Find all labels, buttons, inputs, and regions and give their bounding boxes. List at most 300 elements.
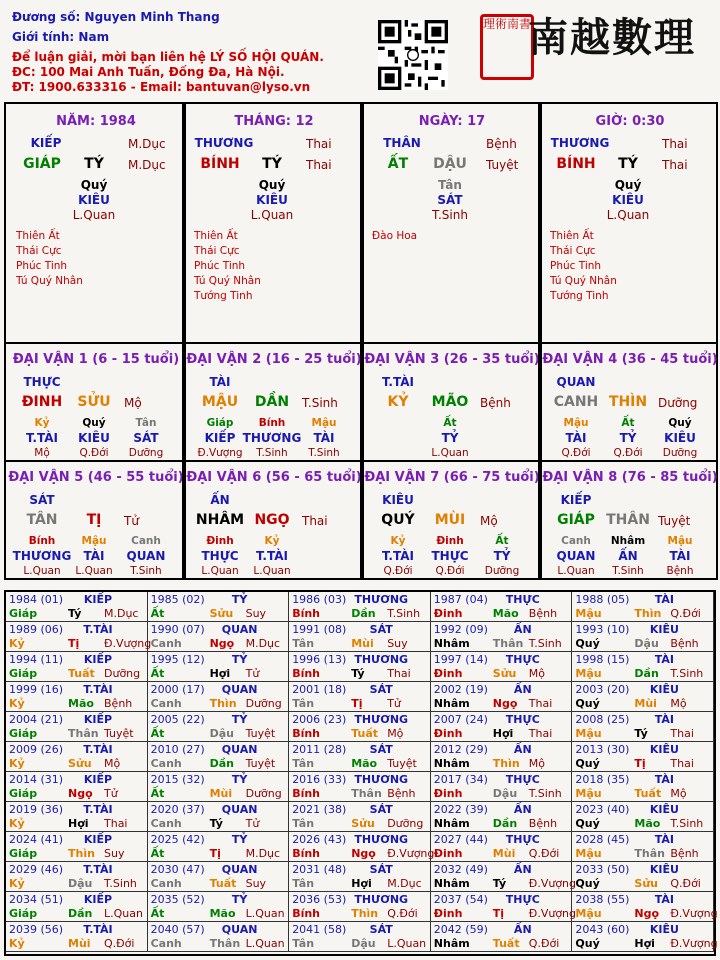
year-star: KIÊU bbox=[649, 803, 679, 816]
year-life-stage: Thai bbox=[528, 727, 553, 740]
dai-van-hidden-stem: Kỷ bbox=[34, 417, 50, 429]
hidden-stem: Quý bbox=[80, 178, 108, 192]
than-sat-item: Tướng Tinh bbox=[194, 290, 253, 302]
year-star: QUAN bbox=[221, 923, 258, 936]
year-stem: Ất bbox=[150, 787, 165, 800]
year-cell bbox=[148, 832, 290, 862]
year-star: ẤN bbox=[513, 743, 532, 756]
dai-van-hidden-stem: Ất bbox=[495, 535, 509, 547]
year-stem: Nhâm bbox=[433, 757, 470, 770]
dai-van-life: Bệnh bbox=[480, 396, 511, 410]
year-branch: Tý bbox=[68, 607, 82, 620]
year-branch: Ngọ bbox=[68, 787, 93, 800]
dai-van-life: Dưỡng bbox=[658, 396, 698, 410]
year-label: 2022 (39) bbox=[433, 803, 488, 816]
year-life-stage: Tuyệt bbox=[245, 727, 276, 740]
year-life-stage: Suy bbox=[245, 607, 267, 620]
dai-van-hidden-life: Bệnh bbox=[666, 565, 694, 577]
year-star: TỶ bbox=[231, 833, 248, 846]
year-stem: Canh bbox=[150, 637, 182, 650]
year-cell bbox=[572, 712, 714, 742]
dai-van-stem: ĐINH bbox=[21, 394, 63, 410]
year-cell bbox=[431, 592, 573, 622]
year-star: SÁT bbox=[369, 743, 393, 756]
year-life-stage: Q.Đới bbox=[104, 937, 135, 950]
year-life-stage: Dưỡng bbox=[245, 697, 282, 710]
year-life-stage: Tử bbox=[245, 817, 260, 830]
year-stem: Đinh bbox=[433, 667, 463, 680]
year-label: 2004 (21) bbox=[9, 713, 64, 726]
branch-life-stage: Thai bbox=[662, 158, 688, 172]
year-star: TÀI bbox=[654, 713, 675, 726]
year-stem: Đinh bbox=[433, 727, 463, 740]
year-life-stage: T.Sinh bbox=[387, 607, 421, 620]
year-stem: Đinh bbox=[433, 847, 463, 860]
year-cell bbox=[431, 802, 573, 832]
year-star: SÁT bbox=[369, 683, 393, 696]
year-cell bbox=[6, 682, 148, 712]
dai-van-title: ĐẠI VẬN 3 (26 - 35 tuổi) bbox=[364, 352, 540, 367]
qr-code-icon bbox=[378, 20, 448, 90]
year-branch: Tị bbox=[209, 847, 221, 860]
year-star: ẤN bbox=[513, 803, 532, 816]
dai-van-star: QUAN bbox=[556, 375, 596, 389]
earthly-branch: TÝ bbox=[262, 156, 282, 172]
year-life-stage: Đ.Vượng bbox=[104, 637, 152, 650]
year-cell bbox=[431, 772, 573, 802]
year-cell bbox=[431, 682, 573, 712]
year-stem: Bính bbox=[292, 667, 321, 680]
year-star: KIÊU bbox=[649, 863, 679, 876]
dai-van-cell bbox=[538, 342, 718, 462]
year-cell bbox=[431, 922, 573, 952]
year-stem: Tân bbox=[292, 817, 315, 830]
pillar-life-stage: Thai bbox=[306, 137, 332, 151]
hidden-stem-star: SÁT bbox=[437, 193, 463, 207]
year-life-stage: Thai bbox=[528, 697, 553, 710]
year-branch: Tuất bbox=[351, 727, 378, 740]
year-stem: Giáp bbox=[9, 907, 38, 920]
year-branch: Sửu bbox=[209, 607, 234, 620]
year-label: 2032 (49) bbox=[433, 863, 488, 876]
dai-van-hidden-life: Q.Đới bbox=[79, 447, 109, 459]
dai-van-cell bbox=[4, 460, 186, 580]
year-stem: Bính bbox=[292, 907, 321, 920]
year-cell bbox=[572, 772, 714, 802]
year-branch: Mão bbox=[68, 697, 94, 710]
dai-van-hidden-life: L.Quan bbox=[75, 565, 113, 577]
owner-line: Đương số: Nguyen Minh Thang bbox=[12, 10, 220, 24]
year-life-stage: L.Quan bbox=[245, 907, 285, 920]
phone-email-line: ĐT: 1900.633316 - Email: bantuvan@lyso.vn bbox=[12, 80, 311, 94]
dai-van-star: SÁT bbox=[29, 493, 55, 507]
year-star: KIÊU bbox=[649, 623, 679, 636]
year-cell bbox=[289, 802, 431, 832]
dai-van-branch: MÙI bbox=[434, 512, 466, 528]
than-sat-item: Thiên Ất bbox=[16, 230, 60, 242]
year-branch: Hợi bbox=[492, 727, 514, 740]
heavenly-stem: GIÁP bbox=[23, 156, 61, 172]
pillar-column bbox=[182, 102, 364, 344]
year-life-stage: M.Dục bbox=[387, 877, 422, 890]
year-star: THƯƠNG bbox=[354, 893, 409, 906]
year-stem: Mậu bbox=[575, 787, 602, 800]
year-stem: Ất bbox=[150, 847, 165, 860]
year-cell bbox=[289, 682, 431, 712]
year-cell bbox=[431, 862, 576, 892]
dai-van-star: KIẾP bbox=[560, 493, 592, 507]
year-label: 2031 (48) bbox=[292, 863, 347, 876]
year-label: 1990 (07) bbox=[150, 623, 205, 636]
year-star: ẤN bbox=[513, 623, 532, 636]
year-life-stage: Mộ bbox=[670, 787, 687, 800]
year-label: 2028 (45) bbox=[575, 833, 630, 846]
year-branch: Ngọ bbox=[492, 697, 518, 710]
year-star: QUAN bbox=[221, 863, 258, 876]
year-life-stage: Suy bbox=[104, 847, 125, 860]
dai-van-hidden-stem: Ất bbox=[443, 417, 457, 429]
year-branch: Mão bbox=[634, 817, 661, 830]
than-sat-item: Thái Cực bbox=[550, 245, 596, 257]
year-cell bbox=[6, 862, 148, 892]
dai-van-hidden-stem: Mậu bbox=[667, 535, 693, 547]
year-cell bbox=[289, 772, 431, 802]
dai-van-hidden-stem: Kỷ bbox=[390, 535, 406, 547]
pillar-title: NĂM: 1984 bbox=[56, 114, 136, 129]
year-stem: Mậu bbox=[575, 667, 602, 680]
year-branch: Dần bbox=[68, 907, 93, 920]
year-label: 2023 (40) bbox=[575, 803, 630, 816]
dai-van-hidden-life: Q.Đới bbox=[613, 447, 643, 459]
year-label: 2020 (37) bbox=[150, 803, 205, 816]
dai-van-stem: QUÝ bbox=[381, 512, 415, 528]
year-life-stage: Q.Đới bbox=[387, 907, 418, 920]
year-stem: Tân bbox=[292, 697, 315, 710]
year-cell bbox=[148, 712, 290, 742]
year-star: TỶ bbox=[231, 893, 248, 906]
year-branch: Thìn bbox=[351, 907, 379, 920]
year-cell bbox=[148, 682, 290, 712]
year-star: T.TÀI bbox=[83, 683, 113, 696]
year-life-stage: Mộ bbox=[528, 757, 546, 770]
year-stem: Tân bbox=[292, 757, 315, 770]
year-star: KIẾP bbox=[83, 893, 113, 906]
year-label: 2007 (24) bbox=[433, 713, 488, 726]
year-branch: Hợi bbox=[634, 937, 655, 950]
year-branch: Dần bbox=[209, 757, 234, 770]
year-stem: Nhâm bbox=[433, 637, 470, 650]
dai-van-hidden-life: L.Quan bbox=[253, 565, 291, 577]
year-life-stage: Suy bbox=[387, 637, 408, 650]
year-label: 2024 (41) bbox=[9, 833, 64, 846]
pillar-star: THƯƠNG bbox=[194, 136, 254, 150]
dai-van-title: ĐẠI VẬN 1 (6 - 15 tuổi) bbox=[12, 352, 180, 367]
year-stem: Canh bbox=[150, 937, 182, 950]
year-star: TỶ bbox=[231, 653, 248, 666]
year-cell bbox=[572, 592, 714, 622]
dai-van-hidden-star: SÁT bbox=[133, 431, 159, 445]
year-stem: Canh bbox=[150, 757, 182, 770]
dai-van-hidden-star: TÀI bbox=[83, 549, 105, 563]
dai-van-hidden-life: L.Quan bbox=[201, 565, 239, 577]
dai-van-hidden-stem: Quý bbox=[82, 417, 106, 429]
dai-van-star: T.TÀI bbox=[382, 375, 414, 389]
than-sat-item: Tướng Tinh bbox=[550, 290, 609, 302]
year-label: 2038 (55) bbox=[575, 893, 630, 906]
year-life-stage: T.Sinh bbox=[670, 817, 704, 830]
year-life-stage: Đ.Vượng bbox=[528, 907, 576, 920]
pillar-title: GIỜ: 0:30 bbox=[595, 114, 665, 129]
dai-van-life: T.Sinh bbox=[302, 396, 338, 410]
dai-van-hidden-star: THƯƠNG bbox=[242, 431, 302, 445]
dai-van-hidden-life: Q.Đới bbox=[383, 565, 413, 577]
year-branch: Sửu bbox=[351, 817, 375, 830]
year-stem: Nhâm bbox=[433, 937, 470, 950]
year-life-stage: Thai bbox=[670, 757, 694, 770]
year-life-stage: Đ.Vượng bbox=[387, 847, 435, 860]
hidden-stem-life: L.Quan bbox=[72, 208, 116, 222]
dai-van-hidden-stem: Kỷ bbox=[264, 535, 280, 547]
year-star: ẤN bbox=[513, 923, 532, 936]
hidden-stem-star: KIÊU bbox=[256, 193, 288, 207]
year-stem: Canh bbox=[150, 697, 182, 710]
year-life-stage: Tử bbox=[387, 697, 401, 710]
dai-van-hidden-stem: Tân bbox=[135, 417, 157, 429]
year-life-stage: Thai bbox=[104, 817, 128, 830]
year-branch: Sửu bbox=[634, 877, 658, 890]
year-branch: Tý bbox=[492, 877, 507, 890]
year-star: THỰC bbox=[505, 893, 540, 906]
year-star: ẤN bbox=[513, 683, 532, 696]
year-cell bbox=[572, 742, 714, 772]
year-stem: Ất bbox=[150, 667, 165, 680]
dai-van-title: ĐẠI VẬN 8 (76 - 85 tuổi) bbox=[542, 470, 718, 485]
year-label: 1995 (12) bbox=[150, 653, 205, 666]
year-cell bbox=[6, 592, 148, 622]
dai-van-hidden-stem: Giáp bbox=[206, 417, 234, 429]
year-cell bbox=[572, 622, 714, 652]
year-stem: Quý bbox=[575, 877, 600, 890]
year-cell bbox=[572, 682, 714, 712]
year-cell bbox=[289, 652, 431, 682]
year-star: THƯƠNG bbox=[354, 833, 409, 846]
year-stem: Tân bbox=[292, 637, 315, 650]
dai-van-hidden-star: KIÊU bbox=[78, 431, 110, 445]
dai-van-star: ẤN bbox=[210, 493, 230, 507]
than-sat-item: Đào Hoa bbox=[372, 230, 418, 242]
year-cell bbox=[6, 892, 148, 922]
year-label: 1989 (06) bbox=[9, 623, 64, 636]
year-stem: Quý bbox=[575, 757, 600, 770]
than-sat-item: Thiên Ất bbox=[550, 230, 594, 242]
year-cell bbox=[6, 772, 148, 802]
year-branch: Thân bbox=[351, 787, 382, 800]
year-branch: Mùi bbox=[351, 637, 374, 650]
year-star: T.TÀI bbox=[83, 863, 113, 876]
year-stem: Đinh bbox=[433, 787, 463, 800]
dai-van-life: Mộ bbox=[480, 514, 498, 528]
year-cell bbox=[6, 622, 152, 652]
year-life-stage: Tuyệt bbox=[104, 727, 134, 740]
year-life-stage: Bệnh bbox=[670, 847, 699, 860]
year-life-stage: Q.Đới bbox=[670, 607, 701, 620]
year-life-stage: Tuyệt bbox=[245, 757, 276, 770]
year-label: 2016 (33) bbox=[292, 773, 347, 786]
year-star: THƯƠNG bbox=[354, 713, 409, 726]
dai-van-hidden-star: TỶ bbox=[619, 431, 637, 445]
year-branch: Thìn bbox=[68, 847, 95, 860]
year-label: 2027 (44) bbox=[433, 833, 488, 846]
dai-van-hidden-star: T.TÀI bbox=[26, 431, 58, 445]
dai-van-hidden-life: L.Quan bbox=[431, 447, 469, 459]
year-branch: Mùi bbox=[634, 697, 657, 710]
year-label: 2033 (50) bbox=[575, 863, 630, 876]
year-life-stage: Dưỡng bbox=[104, 667, 141, 680]
year-cell bbox=[148, 592, 290, 622]
dai-van-hidden-life: Mộ bbox=[34, 447, 50, 459]
dai-van-hidden-life: Dưỡng bbox=[128, 447, 164, 459]
year-label: 2041 (58) bbox=[292, 923, 347, 936]
branch-life-stage: Tuyệt bbox=[486, 158, 519, 172]
dai-van-hidden-stem: Nhâm bbox=[610, 535, 646, 547]
year-label: 1986 (03) bbox=[292, 593, 347, 606]
year-label: 1997 (14) bbox=[433, 653, 488, 666]
year-life-stage: M.Dục bbox=[104, 607, 139, 620]
dai-van-title: ĐẠI VẬN 4 (36 - 45 tuổi) bbox=[542, 352, 718, 367]
year-life-stage: Mộ bbox=[104, 757, 121, 770]
address-line: ĐC: 100 Mai Anh Tuấn, Đống Đa, Hà Nội. bbox=[12, 65, 285, 79]
year-cell bbox=[431, 622, 573, 652]
year-cell bbox=[6, 922, 148, 952]
year-stem: Bính bbox=[292, 787, 321, 800]
year-branch: Sửu bbox=[68, 757, 92, 770]
year-stem: Kỷ bbox=[9, 697, 25, 710]
year-star: T.TÀI bbox=[83, 803, 113, 816]
year-star: KIÊU bbox=[649, 683, 679, 696]
year-branch: Tý bbox=[351, 667, 365, 680]
year-branch: Tuất bbox=[492, 937, 520, 950]
year-life-stage: Bệnh bbox=[387, 787, 416, 800]
dai-van-life: Tử bbox=[124, 514, 139, 528]
year-star: SÁT bbox=[369, 623, 393, 636]
year-label: 2009 (26) bbox=[9, 743, 64, 756]
year-label: 1993 (10) bbox=[575, 623, 630, 636]
dai-van-life: Thai bbox=[302, 514, 328, 528]
year-cell bbox=[148, 772, 290, 802]
than-sat-item: Tú Quý Nhân bbox=[16, 275, 83, 287]
year-branch: Dậu bbox=[634, 637, 659, 650]
year-star: T.TÀI bbox=[83, 743, 113, 756]
dai-van-star: TÀI bbox=[209, 375, 231, 389]
dai-van-cell bbox=[360, 460, 542, 580]
year-cell bbox=[148, 802, 290, 832]
year-branch: Tý bbox=[209, 817, 223, 830]
heavenly-stem: ẤT bbox=[387, 156, 409, 172]
pillar-column bbox=[4, 102, 186, 344]
year-branch: Thân bbox=[209, 937, 241, 950]
year-life-stage: Thai bbox=[387, 667, 411, 680]
dai-van-hidden-life: Đ.Vượng bbox=[197, 447, 243, 459]
year-stem: Quý bbox=[575, 697, 600, 710]
year-stem: Giáp bbox=[9, 667, 38, 680]
year-label: 2013 (30) bbox=[575, 743, 630, 756]
dai-van-hidden-star: TÀI bbox=[313, 431, 335, 445]
year-cell bbox=[6, 832, 148, 862]
dai-van-hidden-stem: Bính bbox=[258, 417, 286, 429]
year-branch: Ngọ bbox=[209, 637, 235, 650]
year-label: 2011 (28) bbox=[292, 743, 347, 756]
year-stem: Bính bbox=[292, 727, 321, 740]
year-star: KIẾP bbox=[83, 593, 113, 606]
red-seal-logo: 理術南書 bbox=[480, 14, 534, 80]
year-stem: Quý bbox=[575, 637, 600, 650]
dai-van-hidden-stem: Ất bbox=[621, 417, 635, 429]
dai-van-hidden-life: T.Sinh bbox=[130, 565, 162, 577]
year-stem: Quý bbox=[575, 817, 600, 830]
year-branch: Dần bbox=[351, 607, 376, 620]
year-branch: Tuất bbox=[634, 787, 662, 800]
dai-van-branch: THÌN bbox=[608, 394, 648, 410]
year-branch: Hợi bbox=[209, 667, 231, 680]
year-branch: Tị bbox=[492, 907, 505, 920]
year-stem: Giáp bbox=[9, 847, 38, 860]
than-sat-item: Thiên Ất bbox=[194, 230, 238, 242]
year-label: 2015 (32) bbox=[150, 773, 205, 786]
dai-van-hidden-stem: Đinh bbox=[206, 535, 234, 547]
year-stem: Bính bbox=[292, 847, 321, 860]
hidden-stem: Quý bbox=[258, 178, 286, 192]
dai-van-title: ĐẠI VẬN 7 (66 - 75 tuổi) bbox=[364, 470, 540, 485]
year-star: ẤN bbox=[513, 863, 532, 876]
dai-van-hidden-life: Dưỡng bbox=[662, 447, 698, 459]
year-star: THỰC bbox=[505, 713, 540, 726]
year-label: 2012 (29) bbox=[433, 743, 488, 756]
year-stem: Đinh bbox=[433, 907, 463, 920]
year-branch: Hợi bbox=[68, 817, 89, 830]
than-sat-item: Phúc Tinh bbox=[550, 260, 602, 272]
year-stem: Kỷ bbox=[9, 937, 25, 950]
gender-line: Giới tính: Nam bbox=[12, 30, 110, 44]
year-branch: Dần bbox=[634, 667, 659, 680]
year-star: QUAN bbox=[221, 803, 258, 816]
dai-van-hidden-stem: Quý bbox=[668, 417, 692, 429]
year-life-stage: T.Sinh bbox=[528, 637, 562, 650]
year-stem: Mậu bbox=[575, 607, 602, 620]
heavenly-stem: BÍNH bbox=[556, 156, 596, 172]
dai-van-branch: TỊ bbox=[86, 512, 102, 528]
year-label: 2039 (56) bbox=[9, 923, 64, 936]
year-cell bbox=[148, 652, 290, 682]
year-cell bbox=[289, 712, 431, 742]
pillar-title: NGÀY: 17 bbox=[418, 114, 486, 129]
year-stem: Tân bbox=[292, 937, 315, 950]
dai-van-hidden-life: L.Quan bbox=[23, 565, 61, 577]
year-stem: Kỷ bbox=[9, 817, 25, 830]
dai-van-hidden-star: TÀI bbox=[669, 549, 691, 563]
year-label: 2001 (18) bbox=[292, 683, 347, 696]
year-cell bbox=[289, 892, 431, 922]
year-label: 1992 (09) bbox=[433, 623, 488, 636]
dai-van-cell bbox=[4, 342, 186, 462]
dai-van-hidden-stem: Mậu bbox=[81, 535, 107, 547]
year-label: 2037 (54) bbox=[433, 893, 488, 906]
year-branch: Tý bbox=[634, 727, 648, 740]
dai-van-hidden-star: TÀI bbox=[565, 431, 587, 445]
year-stem: Canh bbox=[150, 877, 182, 890]
year-star: TÀI bbox=[654, 833, 675, 846]
pillar-star: KIẾP bbox=[30, 136, 62, 150]
year-cell bbox=[289, 832, 435, 862]
